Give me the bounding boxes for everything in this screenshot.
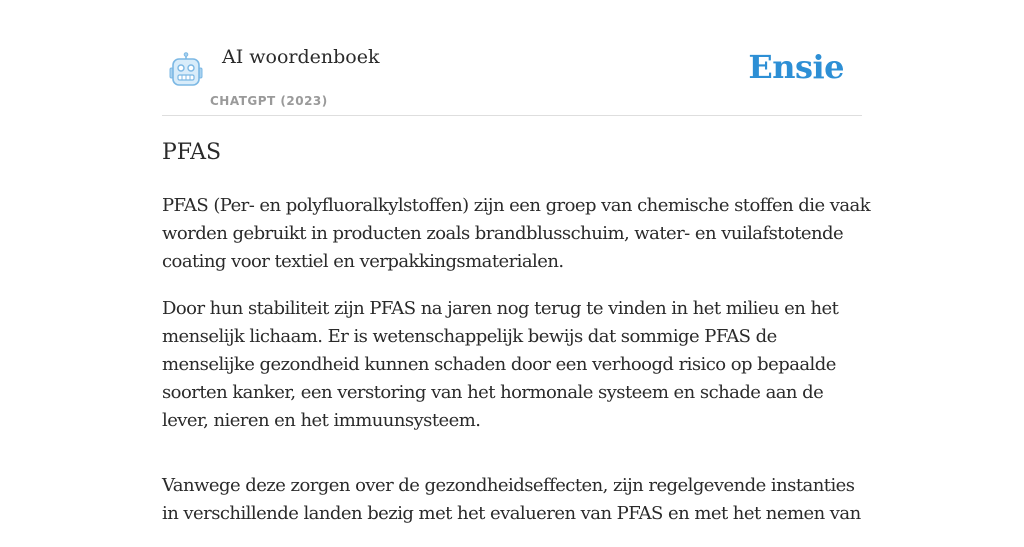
definition-paragraph: Door hun stabiliteit zijn PFAS na jaren nog terug te vinden in het milieu en het menselijk lichaam. Er is wetenschappelijk bewijs dat sommige PFAS de menselijke gezondheid kunnen schaden door een verhoogd risico op bepaalde soorten kanker, een verstoring van het hormonale systeem en schade aan de lever, nieren en het immuunsysteem. [162, 298, 839, 431]
brand-logo[interactable]: Ensie [748, 48, 844, 86]
dictionary-source: CHATGPT (2023) [210, 94, 328, 108]
definition-paragraph: PFAS (Per- en polyfluoralkylstoffen) zijn een groep van chemische stoffen die vaak worden gebruikt in producten zoals brandblusschuim, water- en vuilafstotende coating voor textiel en verpakkingsmaterialen. [162, 195, 871, 272]
dictionary-title[interactable]: AI woordenboek [222, 46, 380, 68]
definition-paragraph: Vanwege deze zorgen over de gezondheidseffecten, zijn regelgevende instanties in verschillende landen bezig met het evalueren van PFAS en met het nemen van [162, 475, 861, 524]
entry-term: PFAS [162, 140, 222, 165]
entry-definition [162, 192, 874, 547]
page-header [162, 40, 862, 116]
robot-icon [166, 52, 206, 90]
